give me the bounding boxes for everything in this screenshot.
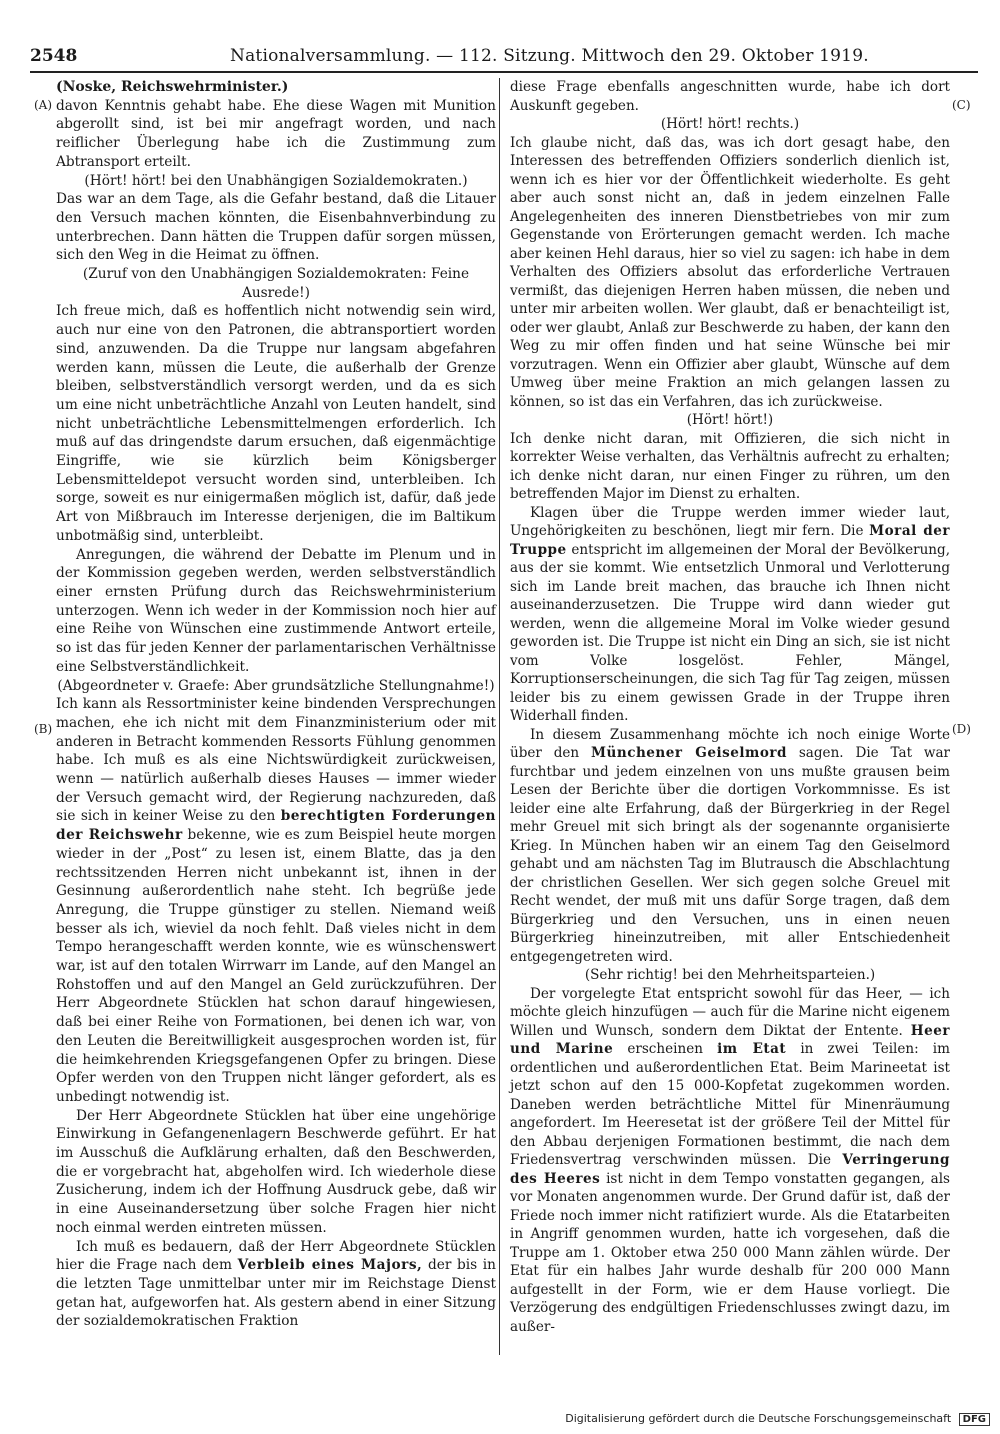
dfg-logo: DFG xyxy=(959,1413,990,1426)
paragraph: Der vorgelegte Etat entspricht sowohl für das Heer, — ich möchte gleich hinzufügen — auch für die Marine nicht eigenem Willen und Wunsch, sondern dem Diktat der Entente. Heer und Marine erscheinen im Etat in zwei Teilen: im ordentlichen und außerordentlichen Etat. Beim Marineetat ist jetzt schon auf den 15 000-Kopfetat zugekommen worden. Daneben werden beträchtliche Mittel für Minenräumung angefordert. Im Heeresetat ist der größere Teil der Mittel für den Abbau derjenigen Formationen bestimmt, die nach dem Friedensvertrag verschwinden müssen. Die Verringerung des Heeres ist nicht in dem Tempo vonstatten gegangen, als vor Monaten angenommen wurde. Der Grund dafür ist, daß der Friede noch immer nicht ratifiziert wurde. Als die Etatarbeiten in Angriff genommen wurden, hatte ich vorgesehen, daß die Truppe am 1. Oktober etwa 250 000 Mann zählen würde. Der Etat für ein halbes Jahr wurde deshalb für 200 000 Mann aufgestellt in der Form, wie er dem Hause vorliegt. Die Verzögerung des endgültigen Friedenschlusses zwingt dazu, im außer- xyxy=(510,985,950,1335)
margin-marker-c: (C) xyxy=(952,98,971,112)
emphasis: im Etat xyxy=(717,1041,787,1057)
page-header xyxy=(30,44,978,74)
right-column xyxy=(510,78,950,1336)
paragraph: Ich glaube nicht, daß das, was ich dort gesagt habe, den Interessen des betreffenden Offiziers sonderlich dienlich ist, wenn ich es hier vor der Öffentlichkeit wiederholte. Es geht aber auch sonst nicht an, daß in jedem einzelnen Falle Angelegenheiten des inneren Dienstbetriebes von mir zum Gegenstande von Erörterungen gemacht werden. Ich mache aber keinen Hehl daraus, hier so viel zu sagen: ich habe in dem Verhalten des Offiziers absolut das erforderliche Vertrauen vermißt, das diejenigen Herren haben müssen, die neben und unter mir arbeiten wollen. Wer glaubt, daß er benachteiligt ist, oder wer glaubt, Anlaß zur Beschwerde zu haben, der kann den Weg zu mir offen finden und hat seine Wünsche bei mir vorzutragen. Wenn ein Offizier aber glaubt, Wünsche auf dem Umweg über meine Fraktion an mich gelangen lassen zu können, so ist das ein Verfahren, das ich zurückweise. xyxy=(510,134,950,410)
interjection: (Zuruf von den Unabhängigen Sozialdemokraten: Feine Ausrede!) xyxy=(82,266,470,301)
paragraph: Der Herr Abgeordnete Stücklen hat über eine ungehörige Einwirkung in Gefangenenlagern Beschwerde geführt. Er hat im Ausschuß die Aufklärung erhalten, daß den Beschwerden, die er vorgebracht hat, abgeholfen wird. Ich wiederhole diese Zusicherung, indem ich der Hoffnung Ausdruck gebe, daß wir in eine Auseinandersetzung über solche Fragen hier nicht noch einmal werden eintreten müssen. xyxy=(56,1107,496,1236)
interjection: (Hört! hört!) xyxy=(686,412,774,428)
interjection: (Sehr richtig! bei den Mehrheitsparteien.) xyxy=(584,967,876,983)
interjection: (Abgeordneter v. Graefe: Aber grundsätzliche Stellungnahme!) xyxy=(57,677,495,694)
left-column xyxy=(56,78,496,1331)
header-rule xyxy=(30,71,978,73)
column-divider xyxy=(499,78,500,1355)
paragraph: Ich denke nicht daran, mit Offizieren, die sich nicht in korrekter Weise verhalten, das Verhältnis aufrecht zu erhalten; ich denke nicht daran, nur einen Finger zu rühren, um den betreffenden Major im Dienst zu erhalten. xyxy=(510,430,950,502)
emphasis: Verbleib eines Majors, xyxy=(237,1257,423,1274)
emphasis: Moral der Truppe xyxy=(510,523,950,558)
emphasis: Heer und Marine xyxy=(510,1022,950,1057)
paragraph: Anregungen, die während der Debatte im Plenum und in der Kommission gegeben werden, werden selbstverständlich einer ernsten Prüfung durch das Reichswehrministerium unterzogen. Wenn ich weder in der Kommission noch hier auf eine Reihe von Wünschen eine zustimmende Antwort erteile, so ist das für jeden Kenner der parlamentarischen Verhältnisse eine Selbstverständlichkeit. xyxy=(56,546,496,675)
paragraph: diese Frage ebenfalls angeschnitten wurde, habe ich dort Auskunft gegeben. xyxy=(510,79,950,114)
margin-marker-b: (B) xyxy=(34,722,53,736)
paragraph: Ich freue mich, daß es hoffentlich nicht notwendig sein wird, auch nur eine von den Patronen, die abtransportiert worden sind, anzuwenden. Da die Truppe nur langsam abgefahren werden kann, müssen die Leute, die außerhalb der Grenze bleiben, selbstverständlich versorgt werden, und da es sich um eine nicht unbeträchtliche Anzahl von Leuten handelt, sind nicht unbeträchtliche Lebensmittelmengen erforderlich. Ich muß auf das dringendste darum ersuchen, daß eigenmächtige Eingriffe, wie sie kürzlich beim Königsberger Lebensmitteldepot versucht worden sind, unterbleiben. Ich sorge, soweit es nur einigermaßen möglich ist, dafür, daß jede Art von Mißbrauch im Interesse derjenigen, die im Baltikum unbotmäßig sind, unterbleibt. xyxy=(56,303,496,544)
funding-credit xyxy=(565,1412,990,1426)
emphasis: Münchener Geiselmord xyxy=(591,745,787,761)
interjection: (Hört! hört! rechts.) xyxy=(660,116,800,132)
credit-text: Digitalisierung gefördert durch die Deutsche Forschungsgemeinschaft xyxy=(565,1412,952,1425)
paragraph: In diesem Zusammenhang möchte ich noch einige Worte über den Münchener Geiselmord sagen. Die Tat war furchtbar und jedem einzelnen von uns mußte grausen beim Lesen der Berichte über die dortigen Vorkommnisse. Es ist leider eine alte Erfahrung, daß der Bürgerkrieg in der Regel mehr Greuel mit sich bringt als der sogenannte organisierte Krieg. In München haben wir an einem Tag den Geiselmord gehabt und am nächsten Tag im Blutrausch die Abschlachtung der christlichen Gesellen. Wer sich gegen solche Greuel mit Recht wendet, der muß mit uns dafür Sorge tragen, daß dem Bürgerkrieg und den Versuchen, uns in einen neuen Bürgerkrieg hineinzutreiben, mit aller Entschiedenheit entgegengetreten wird. xyxy=(510,726,951,965)
page-number: 2548 xyxy=(30,46,78,66)
margin-marker-d: (D) xyxy=(952,722,971,736)
emphasis: Verringerung des Heeres xyxy=(510,1152,950,1187)
paragraph: Ich kann als Ressortminister keine bindenden Versprechungen machen, ehe ich nicht mit dem Finanzministerium oder mit anderen in Betracht kommenden Ressorts Fühlung genommen habe. Ich muß es als eine Nichtswürdigkeit zurückweisen, wenn — natürlich außerhalb dieses Hauses — immer wieder der Versuch gemacht wird, der Regierung nachzureden, daß sie sich in keiner Weise zu den berechtigten Forderungen der Reichswehr bekenne, wie es zum Beispiel heute morgen wieder in der „Post“ zu lesen ist, einem Blatte, das ja den rechtssitzenden Herren nicht unbekannt ist, ihnen in der Gesinnung außerordentlich nahe steht. Ich begrüße jede Anregung, die Truppe günstiger zu stellen. Niemand weiß besser als ich, wieviel da noch fehlt. Daß vieles nicht in dem Tempo herangeschafft werden konnte, wie es wünschenswert war, ist auf den totalen Wirrwarr im Lande, auf den Mangel an Rohstoffen und auf den Mangel an Geld zurückzuführen. Der Herr Abgeordnete Stücklen hat schon darauf hingewiesen, daß bei einer Reihe von Formationen, bei denen ich war, von den Leuten die Bereitwilligkeit ausgesprochen worden ist, für die heimkehrenden Kriegsgefangenen Opfer zu bringen. Diese Opfer werden von den Truppen nicht länger gefordert, als es unbedingt notwendig ist. xyxy=(56,696,497,1105)
paragraph: davon Kenntnis gehabt habe. Ehe diese Wagen mit Munition abgerollt sind, ist bei mir angefragt worden, und nach reiflicher Überlegung habe ich die Zustimmung zum Abtransport erteilt. xyxy=(56,97,496,170)
emphasis: berechtigten Forderungen der Reichswehr xyxy=(56,808,497,844)
margin-marker-a: (A) xyxy=(34,98,53,112)
interjection: (Hört! hört! bei den Unabhängigen Sozialdemokraten.) xyxy=(84,172,468,189)
speaker-label: (Noske, Reichswehrminister.) xyxy=(56,79,289,95)
paragraph: Ich muß es bedauern, daß der Herr Abgeordnete Stücklen hier die Frage nach dem Verbleib eines Majors, der bis in die letzten Tage unmittelbar unter mir im Reichstage Dienst getan hat, aufgeworfen hat. Als gestern abend in einer Sitzung der sozialdemokratischen Fraktion xyxy=(56,1238,497,1330)
paragraph: Klagen über die Truppe werden immer wieder laut, Ungehörigkeiten zu beschönen, liegt mir fern. Die Moral der Truppe entspricht im allgemeinen der Moral der Bevölkerung, aus der sie kommt. Wie entsetzlich Unmoral und Verlotterung sich im Lande breit machen, das brauche ich Ihnen nicht auseinanderzusetzen. Die Truppe wird dann wieder gut werden, wenn die allgemeine Moral im Volke wieder gesund geworden ist. Die Truppe ist nicht ein Ding an sich, sie ist nicht vom Volke losgelöst. Fehler, Mängel, Korruptionserscheinungen, die sich Tag für Tag zeigen, müssen leider bis zu einem gewissen Grade in der Truppe ihren Widerhall finden. xyxy=(510,504,950,724)
paragraph: Das war an dem Tage, als die Gefahr bestand, daß die Litauer den Versuch machen könnten, die Eisenbahnverbindung zu unterbrechen. Dann hätten die Truppen dafür sorgen müssen, sich den Weg in die Heimat zu öffnen. xyxy=(56,191,496,264)
running-title: Nationalversammlung. — 112. Sitzung. Mittwoch den 29. Oktober 1919. xyxy=(230,46,869,66)
